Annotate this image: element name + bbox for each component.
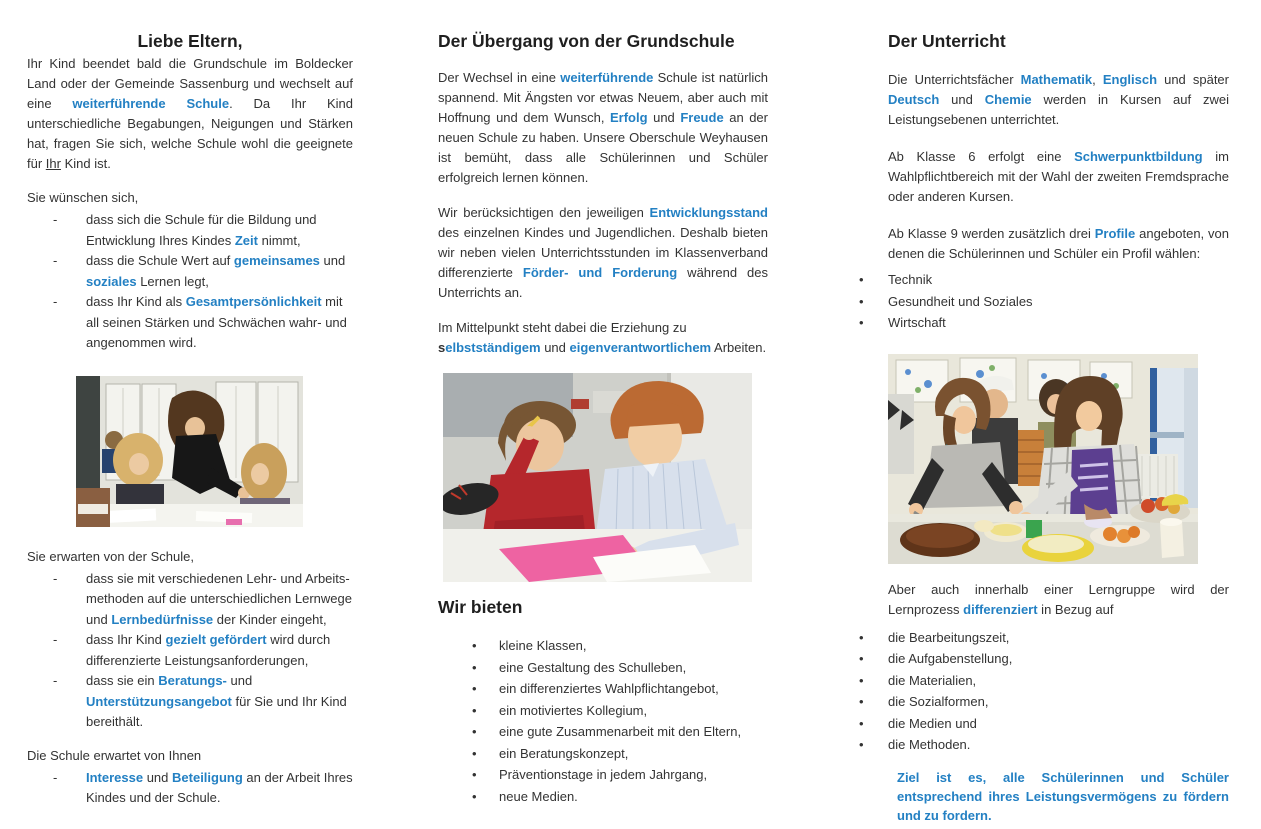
students-writing-photo: [443, 373, 752, 582]
transition-paragraph-3: Im Mittelpunkt steht dabei die Erziehung zu selbstständigem und eigenverantwortlichem Arbeiten.: [438, 320, 767, 355]
profile-item: • Wirtschaft: [888, 313, 1229, 334]
transition-paragraph-2: Wir berücksichtigen den jeweiligen Entwicklungsstand des einzelnen Kindes und Jugendlichen. Deshalb bieten wir neben vielen Unterrichtsstunden im Klassenverband differenzierte Förder- und Forderung während des Unterrichts an.: [438, 205, 768, 300]
column-parents: [27, 30, 353, 809]
differentiation-item: • die Methoden.: [888, 735, 1229, 756]
expectations-item: - dass Ihr Kind gezielt gefördert wird durch differenzierte Leistungsanforderungen,: [27, 630, 353, 671]
school-expectations-list: [27, 768, 353, 809]
lessons-title: Der Unterricht: [888, 31, 1006, 51]
differentiation-item: • die Bearbeitungszeit,: [888, 628, 1229, 649]
school-expectations-item: - Interesse und Beteiligung an der Arbeit Ihres Kindes und der Schule.: [27, 768, 353, 809]
expectations-item: - dass sie mit verschiedenen Lehr- und Arbeitsmethoden auf die unterschiedlichen Lernwege und Lernbedürfnisse der Kinder eingeht,: [27, 569, 353, 631]
differentiation-paragraph: Aber auch innerhalb einer Lerngruppe wird der Lernprozess differenziert in Bezug auf: [888, 581, 1229, 617]
wish-list: [27, 210, 353, 354]
differentiation-item: • die Sozialformen,: [888, 692, 1229, 713]
classroom-photo: [76, 376, 303, 527]
wish-lead: Sie wünschen sich,: [27, 190, 139, 205]
offer-item: • Präventionstage in jedem Jahrgang,: [438, 765, 768, 786]
transition-paragraph-1: Der Wechsel in eine weiterführende Schule ist natürlich spannend. Mit Ängsten vor etwas Neuem, aber auch mit Hoffnung und dem Wunsch, Erfolg und Freude an der neuen Schule zu haben. Unsere Oberschule Weyhausen ist bemüht, dass alle Schülerinnen und Schüler erfolgreich lernen können.: [438, 70, 768, 185]
school-expectations-lead: Die Schule erwartet von Ihnen: [27, 747, 202, 763]
offer-item: • ein motiviertes Kollegium,: [438, 701, 768, 722]
differentiation-item: • die Medien und: [888, 714, 1229, 735]
offer-title: Wir bieten: [438, 597, 523, 617]
profile-list: [888, 270, 1229, 334]
offer-item: • kleine Klassen,: [438, 636, 768, 657]
offer-item: • ein Beratungskonzept,: [438, 744, 768, 765]
offer-item: • neue Medien.: [438, 787, 768, 808]
wish-item: - dass die Schule Wert auf gemeinsames und soziales Lernen legt,: [27, 251, 353, 292]
column-transition: [438, 30, 768, 808]
differentiation-item: • die Aufgabenstellung,: [888, 649, 1229, 670]
lessons-paragraph-2: Ab Klasse 6 erfolgt eine Schwerpunktbildung im Wahlpflichtbereich mit der Wahl der zweiten Fremdsprache oder anderen Kursen.: [888, 149, 1229, 204]
profile-item: • Gesundheit und Soziales: [888, 292, 1229, 313]
parents-intro: Ihr Kind beendet bald die Grundschule im Boldecker Land oder der Gemeinde Sassenburg und wechselt auf eine weiterführende Schule. Da Ihr Kind unterschiedliche Begabungen, Neigungen und Stärken hat, fragen Sie sich, welche Schule wohl die geeignete für Ihr Kind ist.: [27, 56, 353, 171]
wish-item: - dass sich die Schule für die Bildung und Entwicklung Ihres Kindes Zeit nimmt,: [27, 210, 353, 251]
differentiation-list: [888, 628, 1229, 756]
offer-item: • eine Gestaltung des Schulleben,: [438, 658, 768, 679]
wish-item: - dass Ihr Kind als Gesamtpersönlichkeit mit all seinen Stärken und Schwächen wahr- und angenommen wird.: [27, 292, 353, 354]
column-lessons: [888, 30, 1229, 825]
lessons-paragraph-1: Die Unterrichtsfächer Mathematik, Englisch und später Deutsch und Chemie werden in Kursen auf zwei Leistungsebenen unterrichtet.: [888, 72, 1229, 127]
differentiation-item: • die Materialien,: [888, 671, 1229, 692]
offer-list: [438, 636, 768, 807]
expectations-list: [27, 569, 353, 733]
buffet-photo: [888, 354, 1198, 564]
profile-item: • Technik: [888, 270, 1229, 291]
expectations-item: - dass sie ein Beratungs- und Unterstützungsangebot für Sie und Ihr Kind bereithält.: [27, 671, 353, 733]
classroom-photo-illustration: [76, 376, 303, 527]
students-writing-photo-illustration: [443, 373, 752, 582]
transition-title: Der Übergang von der Grundschule: [438, 31, 735, 51]
parents-title: Liebe Eltern,: [137, 31, 243, 51]
expectations-lead: Sie erwarten von der Schule,: [27, 548, 194, 564]
buffet-photo-illustration: [888, 354, 1198, 564]
closing-statement: Ziel ist es, alle Schülerinnen und Schüler entsprechend ihres Leistungsvermögens zu fördern und zu fordern.: [897, 769, 1229, 823]
offer-item: • ein differenziertes Wahlpflichtangebot,: [438, 679, 768, 700]
offer-item: • eine gute Zusammenarbeit mit den Eltern,: [438, 722, 768, 743]
lessons-paragraph-3: Ab Klasse 9 werden zusätzlich drei Profile angeboten, von denen die Schülerinnen und Schüler ein Profil wählen:: [888, 226, 1229, 261]
